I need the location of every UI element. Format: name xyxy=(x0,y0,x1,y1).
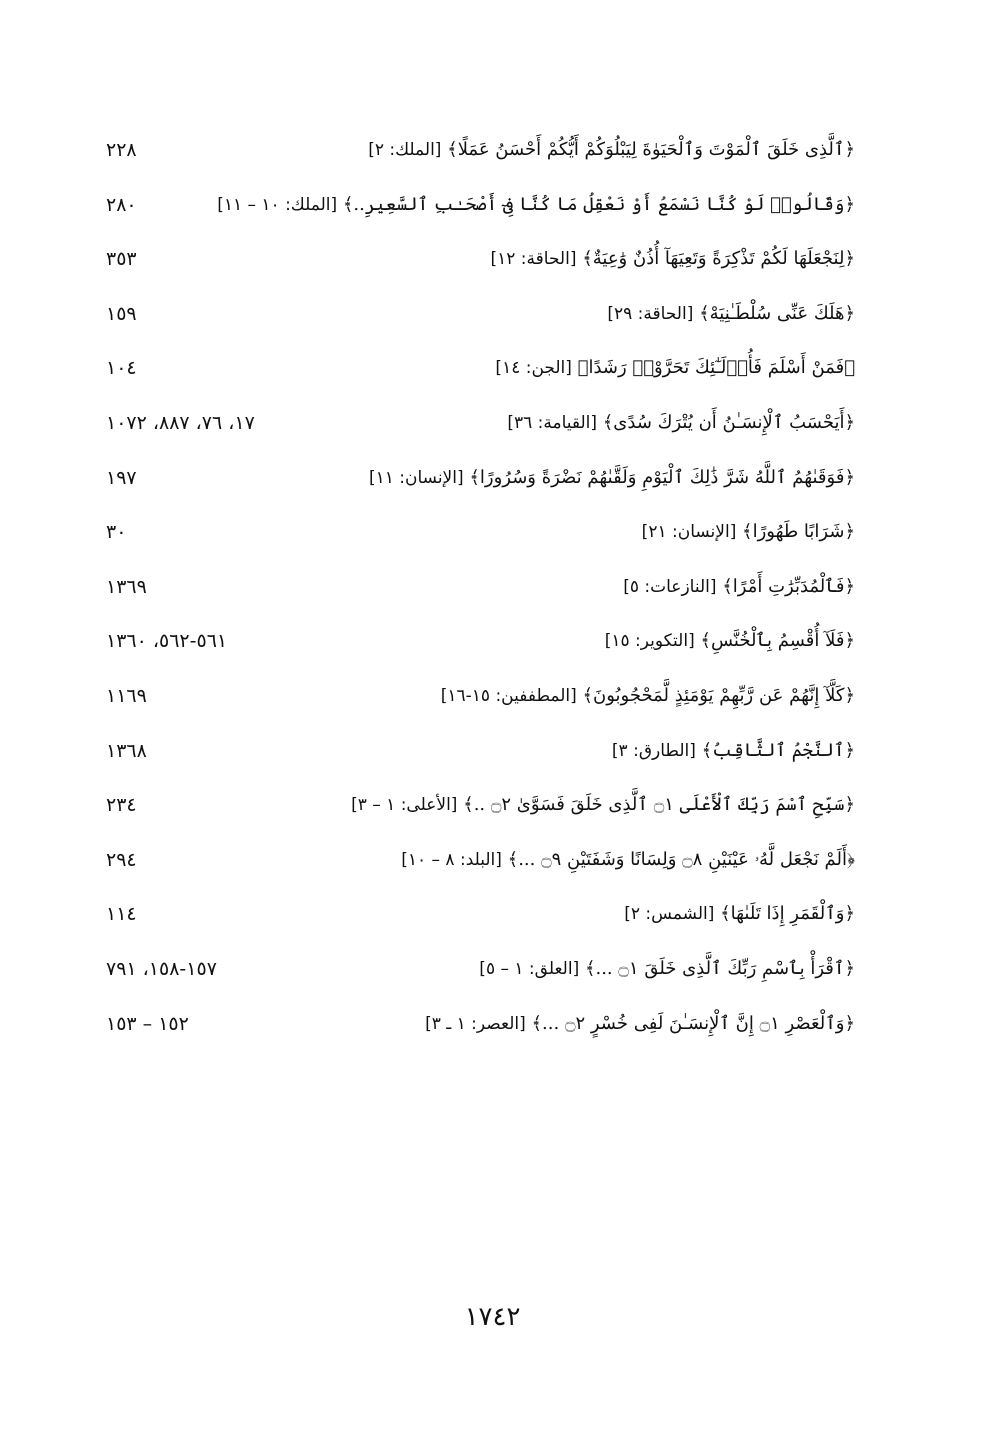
page-references: ١١٦٩ xyxy=(106,684,147,707)
verse-citation: [الجن: ١٤] xyxy=(495,358,572,379)
verse-index-list xyxy=(100,128,855,1056)
index-row xyxy=(100,510,855,565)
verse-citation: [القيامة: ٣٦] xyxy=(507,412,598,433)
verse-entry xyxy=(624,900,855,928)
verse-text: ﴿وَٱلْقَمَرِ إِذَا تَلَىٰهَا﴾ xyxy=(714,903,855,925)
verse-text: ﴿وَقَالُوا۟ لَوْ كُنَّا نَسْمَعُ أَوْ نَعْقِلُ مَا كُنَّا فِىٓ أَصْحَـٰبِ ٱلسَّعِيرِ..﴾ xyxy=(337,193,855,215)
verse-text: ﴿فَلَآ أُقْسِمُ بِٱلْخُنَّسِ﴾ xyxy=(694,630,855,652)
page-references: ٣٠ xyxy=(106,521,127,544)
verse-entry xyxy=(507,409,855,437)
page-references: ٢٢٨ xyxy=(106,139,137,161)
verse-citation: [العصر: ١ ـ ٣] xyxy=(425,1013,526,1034)
index-row xyxy=(100,892,855,947)
verse-text: ﴿هَلَكَ عَنِّى سُلْطَـٰنِيَهْ﴾ xyxy=(693,302,855,324)
index-row xyxy=(100,838,855,893)
page-references: ٢٨٠ xyxy=(106,193,137,216)
index-row xyxy=(100,1002,855,1057)
verse-text: ﴿ٱلَّذِى خَلَقَ ٱلْمَوْتَ وَٱلْحَيَوٰةَ لِيَبْلُوَكُمْ أَيُّكُمْ أَحْسَنُ عَمَلًا﴾ xyxy=(441,139,855,160)
page-references: ١٥٢ – ١٥٣ xyxy=(106,1012,189,1035)
page-references: ٥٦١-٥٦٢، ١٣٦٠ xyxy=(106,630,228,653)
verse-entry xyxy=(217,191,855,219)
verse-citation: [التكوير: ١٥] xyxy=(604,631,695,652)
verse-text: ﴿لِنَجْعَلَهَا لَكُمْ تَذْكِرَةً وَتَعِيَهَآ أُذُنٌ وَٰعِيَةٌ﴾ xyxy=(576,248,855,270)
verse-citation: [الطارق: ٣] xyxy=(611,740,696,761)
verse-text: ﴿شَرَابًا طَهُورًا﴾ xyxy=(736,521,855,543)
index-row xyxy=(100,237,855,292)
verse-text: ﴿ٱقْرَأْ بِٱسْمِ رَبِّكَ ٱلَّذِى خَلَقَ ۝١ ...﴾ xyxy=(579,957,855,979)
verse-citation: [العلق: ١ – ٥] xyxy=(479,958,580,979)
verse-text: ﴿أَلَمْ نَجْعَل لَّهُۥ عَيْنَيْنِ ۝٨ وَلِسَانًا وَشَفَتَيْنِ ۝٩ ...﴾ xyxy=(501,848,855,870)
verse-citation: [الحاقة: ١٢] xyxy=(490,249,577,270)
verse-entry xyxy=(369,464,855,492)
page-number: ١٧٤٢ xyxy=(464,1302,521,1332)
index-row xyxy=(100,292,855,347)
index-row xyxy=(100,456,855,511)
verse-citation: [الإنسان: ٢١] xyxy=(641,522,737,543)
verse-citation: [البلد: ٨ – ١٠] xyxy=(401,849,502,870)
page-references: ١٥٧-١٥٨، ٧٩١ xyxy=(106,957,217,980)
verse-text: ﴿فَمَنْ أَسْلَمَ فَأُو۟لَـٰٓئِكَ تَحَرَّوْا۟ رَشَدًا﴾ xyxy=(571,357,855,379)
verse-entry xyxy=(351,791,855,819)
page-references: ٢٩٤ xyxy=(106,848,137,871)
verse-text: ﴿كَلَّآ إِنَّهُمْ عَن رَّبِّهِمْ يَوْمَئِذٍ لَّمَحْجُوبُونَ﴾ xyxy=(576,684,855,706)
verse-entry xyxy=(642,518,855,546)
verse-entry xyxy=(491,245,856,273)
verse-citation: [الملك: ١٠ – ١١] xyxy=(217,194,338,215)
verse-entry xyxy=(479,955,855,983)
verse-citation: [المطففين: ١٥-١٦] xyxy=(440,685,577,706)
verse-entry xyxy=(612,737,855,765)
verse-text: ﴿سَبِّحِ ٱسْمَ رَبِّكَ ٱلْأَعْلَى ۝١ ٱلَّذِى خَلَقَ فَسَوَّىٰ ۝٢ ..﴾ xyxy=(457,794,855,816)
verse-citation: [الأعلى: ١ – ٣] xyxy=(351,795,458,816)
index-row xyxy=(100,674,855,729)
verse-entry xyxy=(607,300,855,328)
page-references: ١٧، ٧٦، ٨٨٧، ١٠٧٢ xyxy=(106,411,255,434)
verse-citation: [الحاقة: ٢٩] xyxy=(607,303,694,324)
page-references: ١٩٧ xyxy=(106,466,137,489)
page-references: ١٣٦٩ xyxy=(106,575,147,598)
verse-entry xyxy=(495,354,855,382)
verse-citation: [النازعات: ٥] xyxy=(623,576,717,597)
index-row xyxy=(100,947,855,1002)
page-references: ١٥٩ xyxy=(106,302,137,325)
verse-text: ﴿أَيَحْسَبُ ٱلْإِنسَـٰنُ أَن يُتْرَكَ سُدًى﴾ xyxy=(597,411,855,433)
verse-citation: [الشمس: ٢] xyxy=(624,904,715,925)
verse-text: ﴿فَٱلْمُدَبِّرَٰتِ أَمْرًا﴾ xyxy=(716,575,855,597)
index-row xyxy=(100,619,855,674)
verse-entry xyxy=(441,682,855,710)
verse-entry xyxy=(425,1010,855,1038)
verse-text: ﴿ٱلنَّجْمُ ٱلثَّاقِبُ﴾ xyxy=(695,739,855,761)
verse-citation: [الملك: ٢] xyxy=(368,140,442,160)
page-references: ١٣٦٨ xyxy=(106,739,147,762)
verse-citation: [الإنسان: ١١] xyxy=(368,467,464,488)
verse-entry xyxy=(368,136,855,164)
page-references: ٣٥٣ xyxy=(106,248,137,271)
page-references: ٢٣٤ xyxy=(106,794,137,817)
verse-text: ﴿فَوَقَىٰهُمُ ٱللَّهُ شَرَّ ذَٰلِكَ ٱلْيَوْمِ وَلَقَّىٰهُمْ نَضْرَةً وَسُرُورًا﴾ xyxy=(463,466,855,488)
index-row xyxy=(100,128,855,183)
index-row xyxy=(100,729,855,784)
verse-entry xyxy=(401,846,855,874)
index-row xyxy=(100,783,855,838)
index-row xyxy=(100,565,855,620)
index-row xyxy=(100,183,855,238)
page-references: ١١٤ xyxy=(106,903,137,926)
page-references: ١٠٤ xyxy=(106,357,137,380)
verse-entry xyxy=(605,627,855,655)
index-row xyxy=(100,401,855,456)
verse-text: ﴿وَٱلْعَصْرِ ۝١ إِنَّ ٱلْإِنسَـٰنَ لَفِى خُسْرٍ ۝٢ ...﴾ xyxy=(525,1012,855,1034)
index-row xyxy=(100,346,855,401)
verse-entry xyxy=(623,573,855,601)
